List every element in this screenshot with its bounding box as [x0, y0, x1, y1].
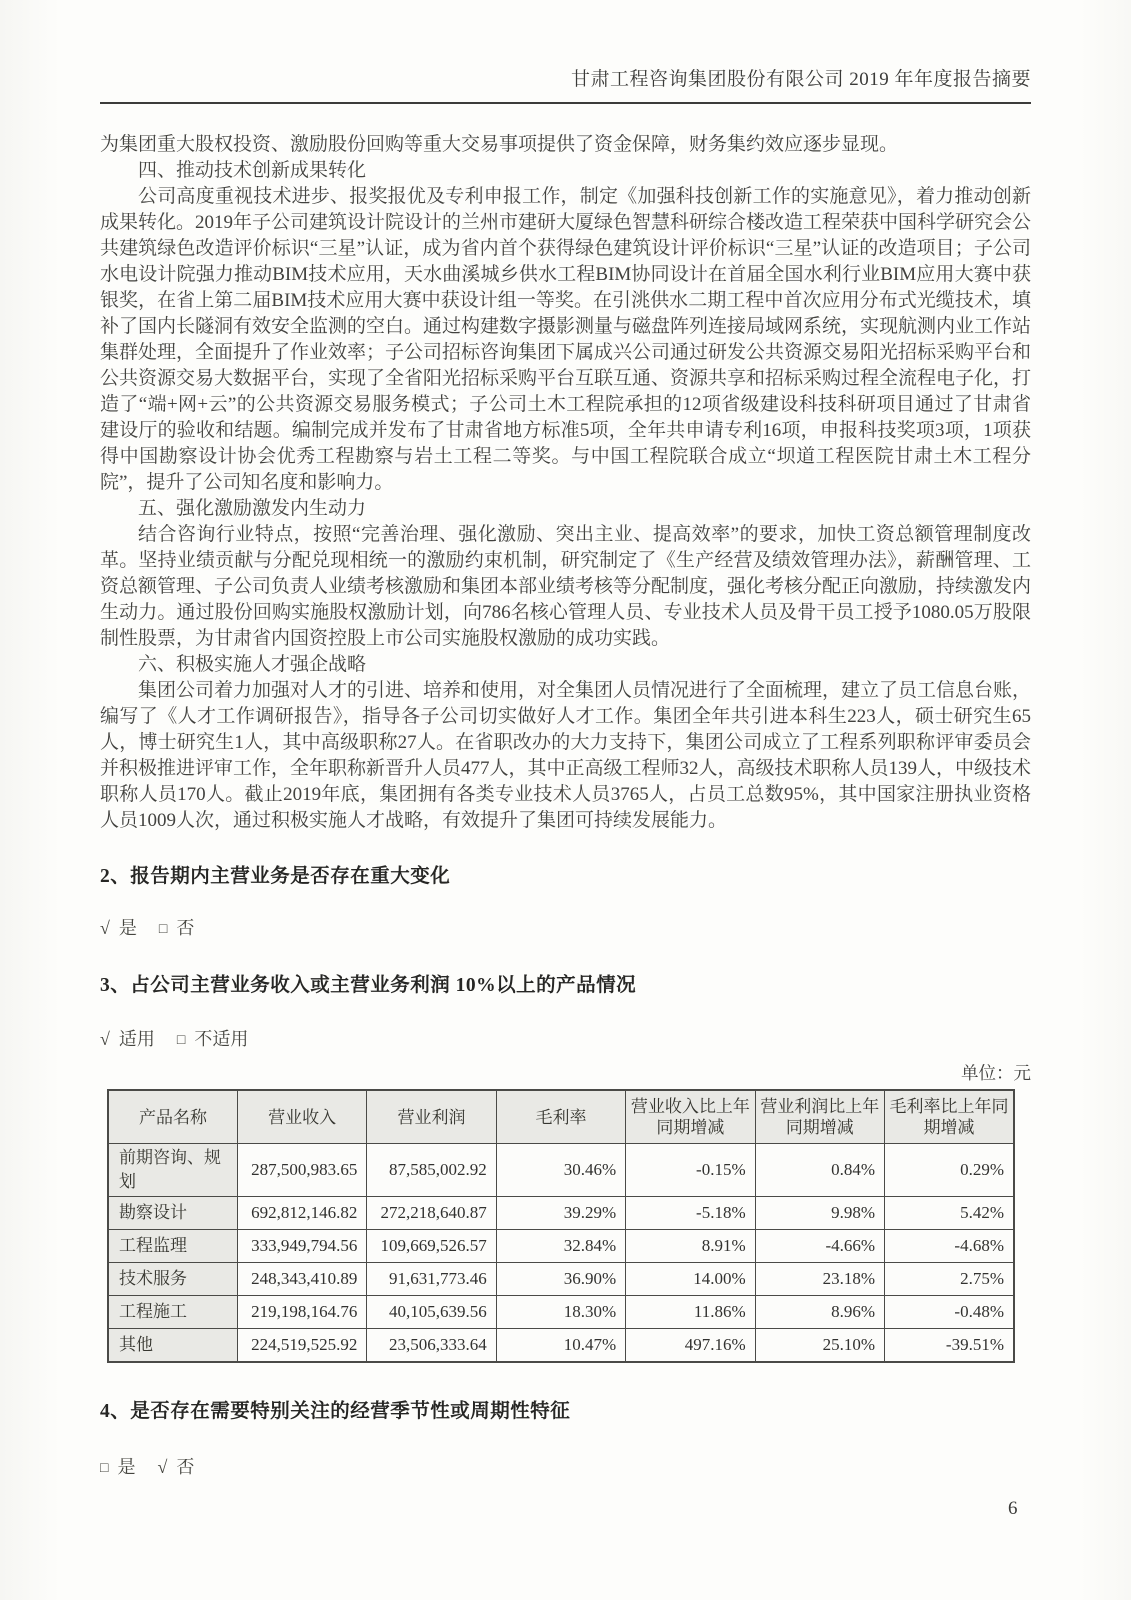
cell-revenue-yoy: 11.86%	[626, 1296, 755, 1329]
col-header-product-name: 产品名称	[108, 1090, 237, 1144]
page-number: 6	[1008, 1498, 1018, 1519]
paragraph: 为集团重大股权投资、激励股份回购等重大交易事项提供了资金保障，财务集约效应逐步显现。	[100, 134, 899, 155]
cell-margin-yoy: -0.48%	[885, 1296, 1014, 1329]
cell-profit-yoy: -4.66%	[755, 1230, 884, 1263]
cell-product-name: 勘察设计	[108, 1197, 237, 1230]
section-4-heading: 4、是否存在需要特别关注的经营季节性或周期性特征	[100, 1401, 571, 1422]
table-row	[108, 1296, 1014, 1329]
cell-product-name: 其他	[108, 1329, 237, 1363]
cell-revenue-yoy: 497.16%	[626, 1329, 755, 1363]
cell-product-name: 工程监理	[108, 1230, 237, 1263]
products-table	[107, 1089, 1015, 1363]
cell-revenue: 287,500,983.65	[237, 1144, 366, 1197]
cell-profit-yoy: 9.98%	[755, 1197, 884, 1230]
cell-product-name: 前期咨询、规划	[108, 1144, 237, 1197]
col-header-gross-margin: 毛利率	[496, 1090, 625, 1144]
cell-profit-yoy: 23.18%	[755, 1263, 884, 1296]
col-header-revenue: 营业收入	[237, 1090, 366, 1144]
check-icon: √	[100, 918, 110, 938]
cell-revenue-yoy: 8.91%	[626, 1230, 755, 1263]
option-label-applicable: 适用	[118, 1029, 155, 1049]
cell-margin-yoy: 0.29%	[885, 1144, 1014, 1197]
table-row	[108, 1329, 1014, 1363]
cell-profit-yoy: 0.84%	[755, 1144, 884, 1197]
cell-product-name: 技术服务	[108, 1263, 237, 1296]
subsection-heading-6: 六、积极实施人才强企战略	[138, 654, 367, 675]
col-header-profit-yoy: 营业利润比上年同期增减	[755, 1090, 884, 1144]
option-label-no: 否	[176, 1457, 195, 1477]
cell-revenue: 224,519,525.92	[237, 1329, 366, 1363]
option-label-no: 否	[176, 918, 195, 938]
checkbox-empty-icon: □	[100, 1461, 109, 1476]
cell-margin-yoy: -4.68%	[885, 1230, 1014, 1263]
table-row	[108, 1263, 1014, 1296]
subsection-heading-5: 五、强化激励激发内生动力	[138, 498, 367, 519]
section-2-heading: 2、报告期内主营业务是否存在重大变化	[100, 866, 451, 887]
option-label-yes: 是	[118, 918, 137, 938]
cell-margin-yoy: -39.51%	[885, 1329, 1014, 1363]
paragraph: 结合咨询行业特点，按照“完善治理、强化激励、突出主业、提高效率”的要求，加快工资总额管理制度改革。坚持业绩贡献与分配兑现相统一的激励约束机制，研究制定了《生产经营及绩效管理办法》，薪酬管理、工资总额管理、子公司负责人业绩考核激励和集团本部业绩考核等分配制度，强化考核分配正向激励，持续激发内生动力。通过股份回购实施股权激励计划，向786名核心管理人员、专业技术人员及骨干员工授予1080.05万股限制性股票，为甘肃省内国资控股上市公司实施股权激励的成功实践。	[100, 524, 1032, 649]
col-header-margin-yoy: 毛利率比上年同期增减	[885, 1090, 1014, 1144]
cell-profit: 23,506,333.64	[367, 1329, 496, 1363]
table-row	[108, 1197, 1014, 1230]
cell-revenue: 333,949,794.56	[237, 1230, 366, 1263]
cell-revenue-yoy: -5.18%	[626, 1197, 755, 1230]
cell-profit: 40,105,639.56	[367, 1296, 496, 1329]
table-row	[108, 1230, 1014, 1263]
section-2-options	[100, 916, 1031, 943]
cell-revenue-yoy: 14.00%	[626, 1263, 755, 1296]
cell-profit: 87,585,002.92	[367, 1144, 496, 1197]
section-4-options	[100, 1455, 1031, 1482]
cell-gross-margin: 30.46%	[496, 1144, 625, 1197]
cell-profit-yoy: 25.10%	[755, 1329, 884, 1363]
document-header-title: 甘肃工程咨询集团股份有限公司 2019 年年度报告摘要	[100, 64, 1031, 104]
check-icon: √	[157, 1457, 168, 1477]
cell-revenue: 692,812,146.82	[237, 1197, 366, 1230]
paragraph: 集团公司着力加强对人才的引进、培养和使用，对全集团人员情况进行了全面梳理，建立了员工信息台账，编写了《人才工作调研报告》，指导各子公司切实做好人才工作。集团全年共引进本科生223人，硕士研究生65人，博士研究生1人，其中高级职称27人。在省职改办的大力支持下，集团公司成立了工程系列职称评审委员会并积极推进评审工作，全年职称新晋升人员477人，其中正高级工程师32人，高级技术职称人员139人，中级技术职称人员170人。截止2019年底，集团拥有各类专业技术人员3765人，占员工总数95%，其中国家注册执业资格人员1009人次，通过积极实施人才战略，有效提升了集团可持续发展能力。	[100, 680, 1032, 831]
cell-profit: 91,631,773.46	[367, 1263, 496, 1296]
col-header-profit: 营业利润	[367, 1090, 496, 1144]
cell-revenue: 248,343,410.89	[237, 1263, 366, 1296]
checkbox-empty-icon: □	[176, 1033, 186, 1048]
cell-revenue: 219,198,164.76	[237, 1296, 366, 1329]
check-icon: √	[100, 1029, 110, 1049]
section-3-heading: 3、占公司主营业务收入或主营业务利润 10%以上的产品情况	[100, 975, 637, 996]
cell-product-name: 工程施工	[108, 1296, 237, 1329]
cell-profit-yoy: 8.96%	[755, 1296, 884, 1329]
cell-profit: 272,218,640.87	[367, 1197, 496, 1230]
cell-gross-margin: 32.84%	[496, 1230, 625, 1263]
cell-gross-margin: 18.30%	[496, 1296, 625, 1329]
cell-gross-margin: 10.47%	[496, 1329, 625, 1363]
page-content	[100, 132, 1031, 1482]
col-header-revenue-yoy: 营业收入比上年同期增减	[626, 1090, 755, 1144]
table-unit-label: 单位：元	[961, 1063, 1031, 1083]
table-header-row	[108, 1090, 1014, 1144]
table-row	[108, 1144, 1014, 1197]
cell-profit: 109,669,526.57	[367, 1230, 496, 1263]
section-3-options	[100, 1027, 1031, 1054]
cell-revenue-yoy: -0.15%	[626, 1144, 755, 1197]
subsection-heading-4: 四、推动技术创新成果转化	[138, 160, 367, 181]
option-label-yes: 是	[117, 1457, 136, 1477]
cell-gross-margin: 39.29%	[496, 1197, 625, 1230]
cell-gross-margin: 36.90%	[496, 1263, 625, 1296]
option-label-not-applicable: 不适用	[194, 1029, 249, 1049]
cell-margin-yoy: 2.75%	[885, 1263, 1014, 1296]
paragraph: 公司高度重视技术进步、报奖报优及专利申报工作，制定《加强科技创新工作的实施意见》，着力推动创新成果转化。2019年子公司建筑设计院设计的兰州市建研大厦绿色智慧科研综合楼改造工程荣获中国科学研究会公共建筑绿色改造评价标识“三星”认证，成为省内首个获得绿色建筑设计评价标识“三星”认证的改造项目；子公司水电设计院强力推动BIM技术应用，天水曲溪城乡供水工程BIM协同设计在首届全国水利行业BIM应用大赛中获银奖，在省上第二届BIM技术应用大赛中获设计组一等奖。在引洮供水二期工程中首次应用分布式光缆技术，填补了国内长隧洞有效安全监测的空白。通过构建数字摄影测量与磁盘阵列连接局域网系统，实现航测内业工作站集群处理，全面提升了作业效率；子公司招标咨询集团下属成兴公司通过研发公共资源交易阳光招标采购平台和公共资源交易大数据平台，实现了全省阳光招标采购平台互联互通、资源共享和招标采购过程全流程电子化，打造了“端+网+云”的公共资源交易服务模式；子公司土木工程院承担的12项省级建设科技科研项目通过了甘肃省建设厅的验收和结题。编制完成并发布了甘肃省地方标准5项，全年共申请专利16项，申报科技奖项3项，1项获得中国勘察设计协会优秀工程勘察与岩土工程二等奖。与中国工程院联合成立“坝道工程医院甘肃土木工程分院”，提升了公司知名度和影响力。	[100, 186, 1032, 493]
cell-margin-yoy: 5.42%	[885, 1197, 1014, 1230]
checkbox-empty-icon: □	[158, 922, 168, 937]
